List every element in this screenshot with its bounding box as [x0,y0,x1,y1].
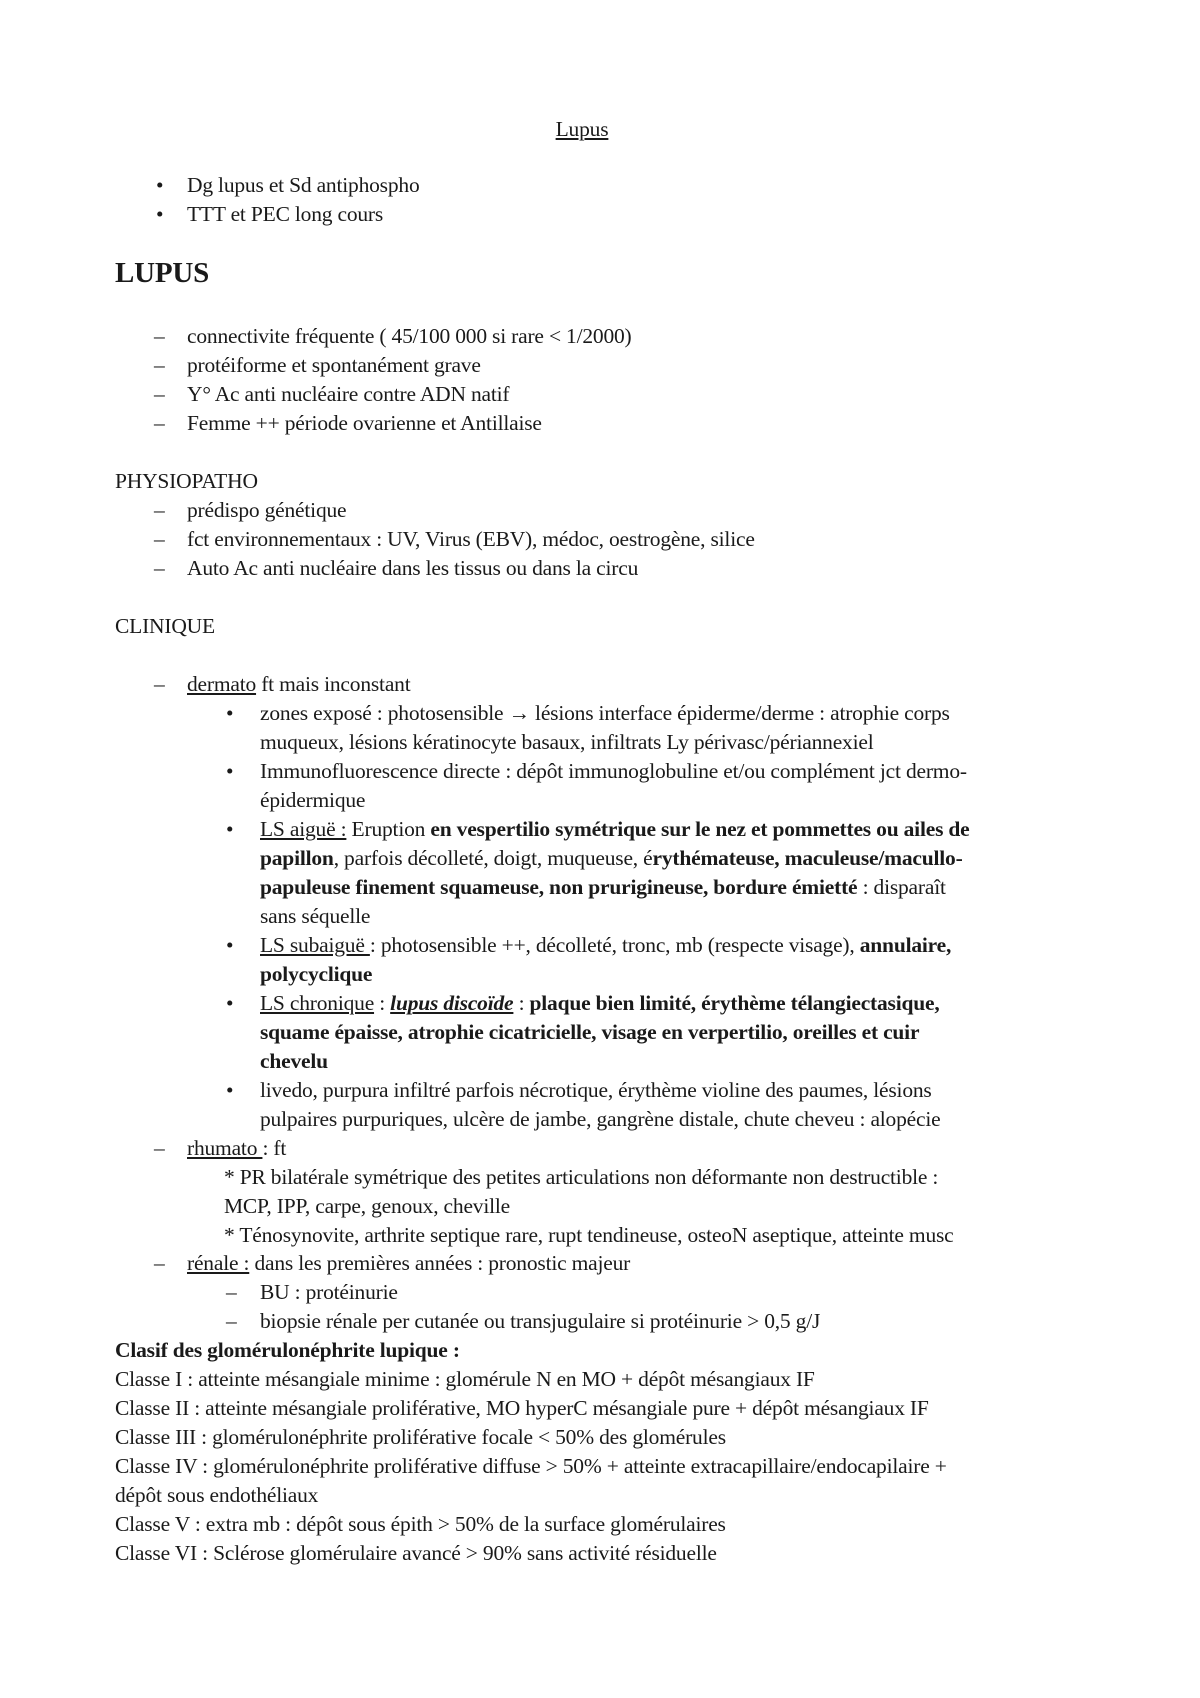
physio-item: Auto Ac anti nucléaire dans les tissus ou dans la circu [187,556,639,580]
ls-aigue-label: LS aiguë : [260,817,347,841]
classe-1: Classe I : atteinte mésangiale minime : glomérule N en MO + dépôt mésangiaux IF [115,1367,815,1391]
dash-marker: – [154,382,165,406]
dermato-label: dermato [187,672,257,696]
bullet-marker: • [226,991,234,1015]
dermato-ifd: Immunofluorescence directe : dépôt immunoglobuline et/ou complément jct dermo- [260,759,967,783]
livedo-line: livedo, purpura infiltré parfois nécrotique, érythème violine des paumes, lésions [260,1078,932,1102]
ls-subaigue-line [260,932,951,958]
ls-subaigue-text: : photosensible ++, décolleté, tronc, mb (respecte visage), [369,933,860,957]
dash-marker: – [154,1136,165,1160]
ls-subaigue-bold: annulaire, [859,933,952,957]
ls-aigue-bold: en vespertilio symétrique sur le nez et pommettes ou ailes de [430,817,970,841]
dermato-ifd-cont: épidermique [260,788,366,812]
dash-marker: – [154,411,165,435]
classe-3: Classe III : glomérulonéphrite proliférative focale < 50% des glomérules [115,1425,726,1449]
bullet-marker: • [226,817,234,841]
ls-aigue-line [260,816,970,842]
ls-aigue-bold: papillon [260,846,334,870]
rhumato-teno: * Ténosynovite, arthrite septique rare, rupt tendineuse, osteoN aseptique, atteinte musc [224,1223,954,1247]
dermato-zones-cont: muqueux, lésions kératinocyte basaux, infiltrats Ly périvasc/périannexiel [260,730,874,754]
bullet-marker: • [156,173,164,197]
intro-bullet: TTT et PEC long cours [187,202,384,226]
ls-chronique-line [260,990,940,1016]
dash-marker: – [154,353,165,377]
classe-4: Classe IV : glomérulonéphrite proliférative diffuse > 50% + atteinte extracapillaire/endocapilaire + [115,1454,947,1478]
dash-marker: – [154,498,165,522]
dash-marker: – [154,527,165,551]
ls-aigue-line [260,874,946,900]
renale-line [187,1250,630,1276]
classif-title: Clasif des glomérulonéphrite lupique : [115,1338,460,1362]
ls-subaigue-line: polycyclique [260,962,373,986]
physio-item: fct environnementaux : UV, Virus (EBV), médoc, oestrogène, silice [187,527,755,551]
intro-bullet: Dg lupus et Sd antiphospho [187,173,420,197]
dash-marker: – [154,1251,165,1275]
rhumato-line [187,1135,286,1161]
ls-aigue-line [260,845,963,871]
general-item: connectivite fréquente ( 45/100 000 si rare < 1/2000) [187,324,632,348]
renale-label: rénale : [187,1251,250,1275]
rhumato-rest: : ft [262,1136,287,1160]
physio-title: PHYSIOPATHO [115,469,258,493]
renale-biopsie: biopsie rénale per cutanée ou transjugulaire si protéinurie > 0,5 g/J [260,1309,821,1333]
dash-marker: – [154,672,165,696]
ls-aigue-text: : disparaît [857,875,946,899]
general-item: Femme ++ période ovarienne et Antillaise [187,411,542,435]
dash-marker: – [226,1280,237,1304]
classe-6: Classe VI : Sclérose glomérulaire avancé > 90% sans activité résiduelle [115,1541,717,1565]
dash-marker: – [154,556,165,580]
classe-5: Classe V : extra mb : dépôt sous épith > 50% de la surface glomérulaires [115,1512,726,1536]
bullet-marker: • [226,1078,234,1102]
clinique-title: CLINIQUE [115,614,215,638]
ls-subaigue-label: LS subaiguë [260,933,370,957]
bullet-marker: • [156,202,164,226]
general-item: Y° Ac anti nucléaire contre ADN natif [187,382,510,406]
physio-item: prédispo génétique [187,498,347,522]
ls-chronique-bold: plaque bien limité, érythème télangiectasique, [529,991,940,1015]
general-item: protéiforme et spontanément grave [187,353,481,377]
dermato-line [187,671,410,697]
dermato-rest: ft mais inconstant [256,672,411,696]
ls-aigue-text: Eruption [346,817,431,841]
renale-rest: dans les premières années : pronostic majeur [249,1251,631,1275]
ls-aigue-text: , parfois décolleté, doigt, muqueuse, é [333,846,653,870]
bullet-marker: • [226,759,234,783]
ls-aigue-bold: papuleuse finement squameuse, non prurigineuse, bordure émietté [260,875,858,899]
rhumato-label: rhumato [187,1136,263,1160]
bullet-marker: • [226,933,234,957]
ls-aigue-bold: rythémateuse, maculeuse/macullo- [652,846,963,870]
dermato-zones: zones exposé : photosensible → lésions interface épiderme/derme : atrophie corps [260,701,950,725]
classe-2: Classe II : atteinte mésangiale proliférative, MO hyperC mésangiale pure + dépôt mésangiaux IF [115,1396,929,1420]
renale-bu: BU : protéinurie [260,1280,398,1304]
document-title: Lupus [555,117,609,141]
ls-aigue-line: sans séquelle [260,904,371,928]
ls-chronique-line: squame épaisse, atrophie cicatricielle, visage en verpertilio, oreilles et cuir [260,1020,920,1044]
dash-marker: – [154,324,165,348]
ls-chronique-text: : [513,991,530,1015]
livedo-line: pulpaires purpuriques, ulcère de jambe, gangrène distale, chute cheveu : alopécie [260,1107,941,1131]
dash-marker: – [226,1309,237,1333]
ls-chronique-line: chevelu [260,1049,328,1073]
bullet-marker: • [226,701,234,725]
rhumato-pr: * PR bilatérale symétrique des petites articulations non déformante non destructible : [224,1165,939,1189]
lupus-discoide: lupus discoïde [390,991,514,1015]
classe-4-cont: dépôt sous endothéliaux [115,1483,319,1507]
rhumato-pr-cont: MCP, IPP, carpe, genoux, cheville [224,1194,511,1218]
section-heading: LUPUS [115,257,210,289]
ls-chronique-text: : [374,991,391,1015]
ls-chronique-label: LS chronique [260,991,375,1015]
